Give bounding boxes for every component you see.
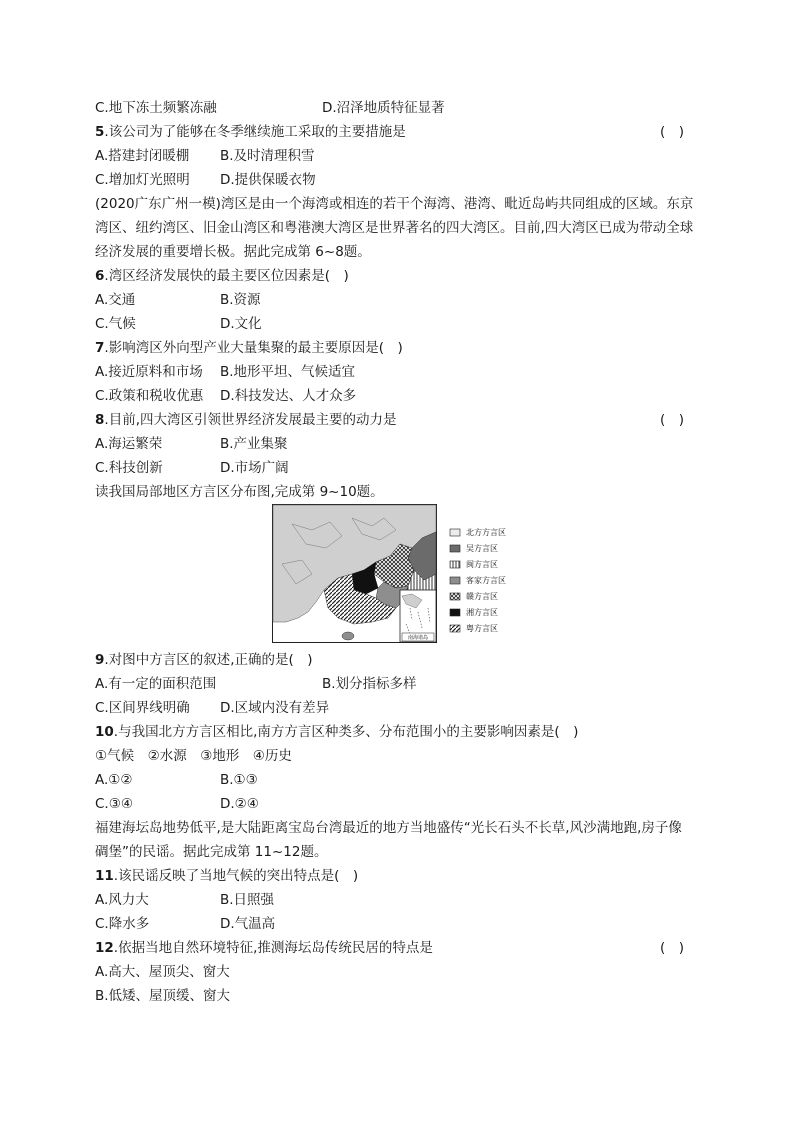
q5-option-d: D.提供保暖衣物 <box>220 172 316 188</box>
q11-number: 11 <box>95 868 114 884</box>
q10-number: 10 <box>95 724 114 740</box>
q12-option-b: B.低矮、屋顶缓、窗大 <box>95 988 231 1004</box>
legend-label-min: 闽方言区 <box>466 560 498 569</box>
q4-option-c: C.地下冻土频繁冻融 <box>95 100 217 116</box>
q12-option-a: A.高大、屋顶尖、窗大 <box>95 964 230 980</box>
q10-text: .与我国北方方言区相比,南方方言区种类多、分布范围小的主要影响因素是( ) <box>113 724 579 740</box>
legend-swatch-wu <box>450 545 460 552</box>
q6-option-d: D.文化 <box>220 316 262 332</box>
q8-option-a: A.海运繁荣 <box>95 436 163 452</box>
q4-option-d: D.沼泽地质特征显著 <box>322 100 445 116</box>
q9-stem <box>95 652 313 668</box>
q11-option-a: A.风力大 <box>95 892 149 908</box>
q6-stem <box>95 268 349 284</box>
q10-option-a: A.①② <box>95 772 133 788</box>
q10-stem <box>95 724 578 740</box>
q7-number: 7 <box>95 340 105 356</box>
q7-option-c: C.政策和税收优惠 <box>95 388 204 404</box>
passage-bay-area: (2020广东广州一模)湾区是由一个海湾或相连的若干个海湾、港湾、毗近岛屿共同组成的区域。东京湾区、纽约湾区、旧金山湾区和粤港澳大湾区是世界著名的四大湾区。目前,四大湾区已成为带动全球经济发展的重要增长极。据此完成第 6~8题。 <box>95 196 694 260</box>
q11-option-d: D.气温高 <box>220 916 276 932</box>
map-intro: 读我国局部地区方言区分布图,完成第 9~10题。 <box>95 484 384 500</box>
hainan-island <box>342 632 354 640</box>
q5-answer-blank: ( ) <box>660 124 685 140</box>
q9-option-a: A.有一定的面积范围 <box>95 676 217 692</box>
q12-number: 12 <box>95 940 114 956</box>
dialect-region-map <box>272 504 524 643</box>
q5-option-a: A.搭建封闭暖棚 <box>95 148 190 164</box>
q6-text: .湾区经济发展快的最主要区位因素是( ) <box>104 268 349 284</box>
legend-swatch-north <box>450 529 460 536</box>
q5-text: .该公司为了能够在冬季继续施工采取的主要措施是 <box>104 124 406 140</box>
legend-label-hakka: 客家方言区 <box>466 576 506 585</box>
q11-option-b: B.日照强 <box>220 892 275 908</box>
q5-option-b: B.及时清理积雪 <box>220 148 315 164</box>
map-legend <box>450 527 506 633</box>
q11-text: .该民谣反映了当地气候的突出特点是( ) <box>113 868 359 884</box>
q9-number: 9 <box>95 652 105 668</box>
inset-label: 南海诸岛 <box>407 635 429 641</box>
q8-text: .目前,四大湾区引领世界经济发展最主要的动力是 <box>104 412 397 428</box>
q7-option-d: D.科技发达、人才众多 <box>220 388 357 404</box>
q9-text: .对图中方言区的叙述,正确的是( ) <box>104 652 313 668</box>
q12-text: .依据当地自然环境特征,推测海坛岛传统民居的特点是 <box>113 940 433 956</box>
q12-answer-blank: ( ) <box>660 940 685 956</box>
q8-option-d: D.市场广阔 <box>220 460 289 476</box>
legend-label-yue: 粤方言区 <box>466 624 498 633</box>
legend-label-xiang: 湘方言区 <box>466 608 498 617</box>
q8-number: 8 <box>95 412 105 428</box>
q7-stem <box>95 340 403 356</box>
passage-haitan-island: 福建海坛岛地势低平,是大陆距离宝岛台湾最近的地方当地盛传“光长石头不长草,风沙满地跑,房子像碉堡”的民谣。据此完成第 11~12题。 <box>95 820 682 860</box>
q9-option-b: B.划分指标多样 <box>322 676 417 692</box>
q10-option-c: C.③④ <box>95 796 133 812</box>
q10-option-b: B.①③ <box>220 772 258 788</box>
legend-label-north: 北方方言区 <box>466 528 506 537</box>
legend-swatch-gan <box>450 593 460 600</box>
q5-number: 5 <box>95 124 105 140</box>
q7-option-a: A.接近原料和市场 <box>95 364 203 380</box>
legend-swatch-yue <box>450 625 460 632</box>
q8-stem <box>95 412 397 428</box>
q6-option-c: C.气候 <box>95 316 136 332</box>
q10-option-d: D.②④ <box>220 796 259 812</box>
q8-option-c: C.科技创新 <box>95 460 163 476</box>
q10-items: ①气候 ②水源 ③地形 ④历史 <box>95 748 292 764</box>
legend-swatch-xiang <box>450 609 460 616</box>
q9-option-c: C.区间界线明确 <box>95 700 190 716</box>
legend-label-wu: 吴方言区 <box>466 544 498 553</box>
q6-option-a: A.交通 <box>95 292 136 308</box>
q5-stem <box>95 124 406 140</box>
legend-swatch-min <box>450 561 460 568</box>
q6-option-b: B.资源 <box>220 292 261 308</box>
q7-text: .影响湾区外向型产业大量集聚的最主要原因是( ) <box>104 340 403 356</box>
legend-swatch-hakka <box>450 577 460 584</box>
q8-answer-blank: ( ) <box>660 412 685 428</box>
q5-option-c: C.增加灯光照明 <box>95 172 190 188</box>
q9-option-d: D.区域内没有差异 <box>220 700 330 716</box>
q6-number: 6 <box>95 268 105 284</box>
q11-stem <box>95 868 358 884</box>
q11-option-c: C.降水多 <box>95 916 150 932</box>
legend-label-gan: 赣方言区 <box>466 592 498 601</box>
q12-stem <box>95 940 433 956</box>
q8-option-b: B.产业集聚 <box>220 436 288 452</box>
q7-option-b: B.地形平坦、气候适宜 <box>220 364 356 380</box>
